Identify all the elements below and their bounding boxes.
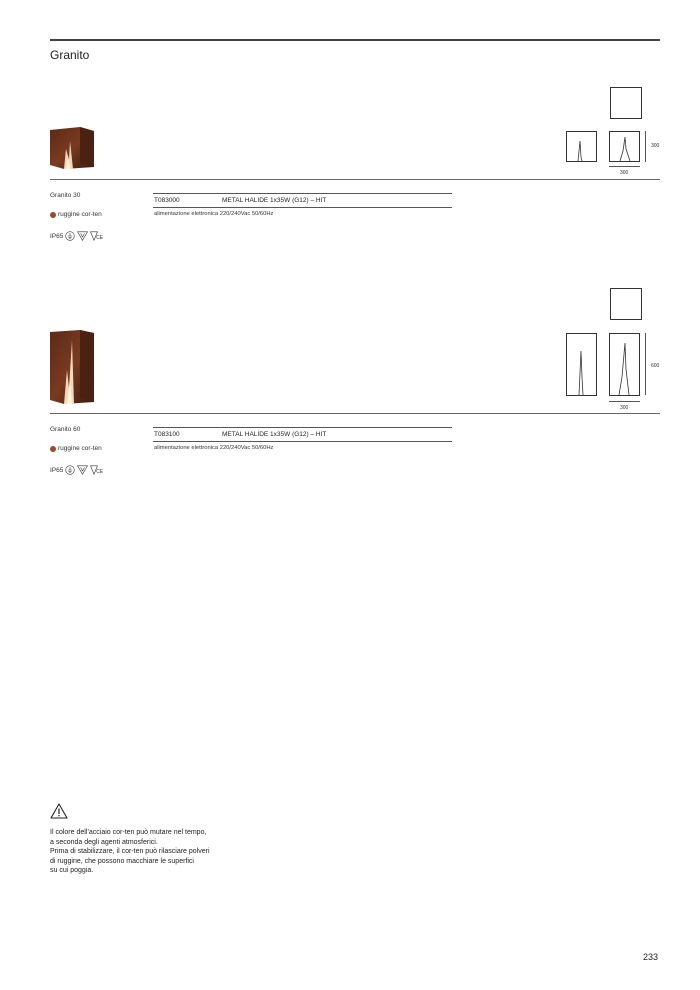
svg-text:CE: CE [96, 235, 104, 241]
lamp-spec: METAL HALIDE 1x35W (G12) – HIT [222, 197, 327, 204]
certification-row [50, 231, 104, 241]
side-view-drawing-granito-30-b [609, 131, 641, 163]
warning-text [50, 828, 210, 876]
section-rule-granito-60 [50, 413, 660, 414]
warning-line: Il colore dell’acciaio cor-ten può mutare nel tempo, [50, 829, 207, 836]
product-code: T083100 [154, 431, 180, 438]
top-rule [50, 39, 660, 41]
side-view-drawing-granito-60-b [609, 333, 641, 397]
finish-row [50, 445, 102, 452]
surface-mount-triangle-icon [77, 231, 88, 241]
warning-line: su cui poggia. [50, 867, 94, 874]
certification-row [50, 465, 104, 475]
finish-row [50, 211, 102, 218]
page-number: 233 [642, 952, 658, 962]
finish-label: ruggine cor-ten [58, 445, 102, 452]
code-table-mid-rule-granito-30 [153, 207, 452, 208]
enec-ce-mark-icon [90, 465, 104, 475]
side-view-drawing-granito-60-a [566, 333, 598, 397]
code-table-mid-rule-granito-60 [153, 441, 452, 442]
power-supply-spec: alimentazione elettronica 220/240Vac 50/60Hz [154, 211, 274, 217]
width-dimension-line-granito-60 [609, 401, 640, 402]
top-view-drawing-granito-60 [610, 288, 642, 320]
ip-rating: IP65 [50, 466, 64, 474]
product-photo-granito-60 [50, 330, 94, 404]
code-table-top-rule-granito-30 [153, 193, 452, 194]
height-dimension-line-granito-30 [645, 131, 646, 162]
protection-class-icon [65, 231, 75, 241]
height-dimension-line-granito-60 [645, 333, 646, 395]
product-name: Granito 30 [50, 192, 81, 199]
warning-triangle-icon [50, 803, 68, 819]
code-table-top-rule-granito-60 [153, 427, 452, 428]
lamp-spec: METAL HALIDE 1x35W (G12) – HIT [222, 431, 327, 438]
finish-swatch-corten [50, 212, 56, 218]
product-code: T083000 [154, 197, 180, 204]
power-supply-spec: alimentazione elettronica 220/240Vac 50/60Hz [154, 445, 274, 451]
code-row-granito-30 [154, 197, 326, 204]
section-rule-granito-30 [50, 179, 660, 180]
product-name: Granito 60 [50, 426, 81, 433]
finish-label: ruggine cor-ten [58, 211, 102, 218]
finish-swatch-corten [50, 446, 56, 452]
top-view-drawing-granito-30 [610, 87, 642, 119]
protection-class-icon [65, 465, 75, 475]
warning-line: di ruggine, che possono macchiare le superfici [50, 857, 194, 865]
code-row-granito-60 [154, 431, 326, 438]
page-title: Granito [50, 48, 90, 62]
width-dimension-granito-30: 300 [620, 170, 629, 176]
width-dimension-line-granito-30 [609, 166, 640, 167]
side-view-drawing-granito-30-a [566, 131, 598, 163]
enec-ce-mark-icon [90, 231, 104, 241]
surface-mount-triangle-icon [77, 465, 88, 475]
warning-line: Prima di stabilizzare, il cor-ten può rilasciare polveri [50, 848, 210, 855]
width-dimension-granito-60: 300 [620, 405, 629, 411]
ip-rating: IP65 [50, 232, 64, 240]
warning-line: a seconda degli agenti atmosferici. [50, 838, 158, 846]
height-dimension-granito-30: 300 [651, 143, 660, 149]
product-photo-granito-30 [50, 127, 94, 169]
height-dimension-granito-60: 600 [651, 363, 660, 369]
svg-text:CE: CE [96, 469, 104, 475]
